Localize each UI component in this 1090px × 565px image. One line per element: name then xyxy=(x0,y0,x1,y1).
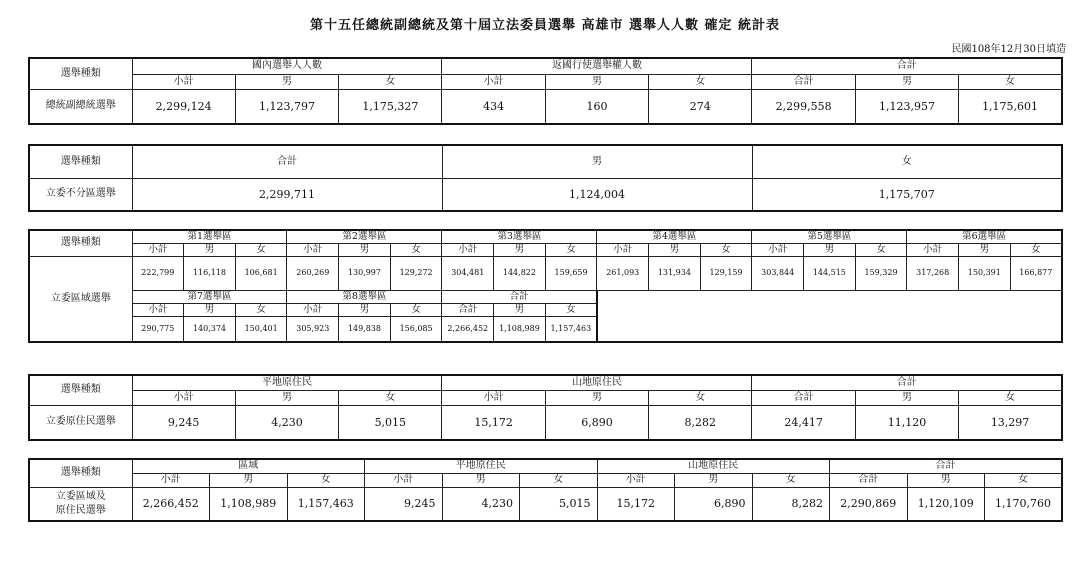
col-total: 合計 xyxy=(752,74,855,89)
mountain-group-header: 山地原住民 xyxy=(597,459,830,473)
value-cell: 2,266,452 xyxy=(132,487,210,521)
type-header: 選舉種類 xyxy=(29,459,132,487)
col-female: 女 xyxy=(752,473,830,487)
domestic-group-header: 國內選舉人人數 xyxy=(132,58,442,74)
value-cell: 8,282 xyxy=(649,405,752,440)
value-cell: 159,329 xyxy=(855,256,907,290)
col-total: 合計 xyxy=(830,473,908,487)
value-cell: 1,108,989 xyxy=(494,316,546,342)
col-sub: 小計 xyxy=(132,74,235,89)
col-female: 女 xyxy=(855,243,907,256)
col-male: 男 xyxy=(235,74,338,89)
value-cell: 260,269 xyxy=(287,256,339,290)
empty-area xyxy=(597,290,1062,342)
value-cell: 106,681 xyxy=(235,256,287,290)
president-election-table xyxy=(28,57,1063,125)
col-female: 女 xyxy=(390,243,442,256)
value-cell: 2,299,124 xyxy=(132,89,235,124)
value-cell: 434 xyxy=(442,89,545,124)
total-group-header: 合計 xyxy=(752,375,1062,390)
col-male: 男 xyxy=(855,390,958,405)
value-cell: 274 xyxy=(649,89,752,124)
value-cell: 1,120,109 xyxy=(907,487,985,521)
row-label-line-2: 原住民選舉 xyxy=(55,504,106,516)
row-label xyxy=(29,487,132,521)
col-total: 合計 xyxy=(132,145,442,178)
col-sub: 小計 xyxy=(597,243,649,256)
col-female: 女 xyxy=(959,74,1062,89)
value-cell: 290,775 xyxy=(132,316,184,342)
fill-date: 民國108年12月30日填造 xyxy=(951,44,1066,55)
value-cell: 150,401 xyxy=(235,316,287,342)
value-cell: 15,172 xyxy=(442,405,545,440)
value-cell: 305,923 xyxy=(287,316,339,342)
col-male: 男 xyxy=(339,243,391,256)
col-sub: 小計 xyxy=(132,243,184,256)
type-header: 選舉種類 xyxy=(29,58,132,89)
col-female: 女 xyxy=(649,74,752,89)
value-cell: 222,799 xyxy=(132,256,184,290)
district-indigenous-table xyxy=(28,458,1063,522)
col-female: 女 xyxy=(752,145,1062,178)
value-cell: 8,282 xyxy=(752,487,830,521)
value-cell: 2,299,558 xyxy=(752,89,855,124)
col-female: 女 xyxy=(959,390,1062,405)
value-cell: 2,290,869 xyxy=(830,487,908,521)
abroad-group-header: 返國行使選舉權人數 xyxy=(442,58,752,74)
value-cell: 317,268 xyxy=(907,256,959,290)
col-male: 男 xyxy=(339,303,391,316)
value-cell: 1,175,327 xyxy=(339,89,442,124)
value-cell: 261,093 xyxy=(597,256,649,290)
col-sub: 小計 xyxy=(132,303,184,316)
value-cell: 1,157,463 xyxy=(287,487,365,521)
value-cell: 2,266,452 xyxy=(442,316,494,342)
district-2-header: 第2選舉區 xyxy=(287,230,442,243)
district-8-header: 第8選舉區 xyxy=(287,290,442,303)
col-female: 女 xyxy=(700,243,752,256)
row-label: 立委不分區選舉 xyxy=(29,178,132,211)
col-female: 女 xyxy=(985,473,1063,487)
value-cell: 1,175,707 xyxy=(752,178,1062,211)
row-label: 立委原住民選舉 xyxy=(29,405,132,440)
type-header: 選舉種類 xyxy=(29,230,132,256)
value-cell: 140,374 xyxy=(184,316,236,342)
col-sub: 小計 xyxy=(907,243,959,256)
value-cell: 304,481 xyxy=(442,256,494,290)
col-male: 男 xyxy=(675,473,753,487)
plain-group-header: 平地原住民 xyxy=(132,375,442,390)
col-male: 男 xyxy=(959,243,1011,256)
col-male: 男 xyxy=(235,390,338,405)
col-female: 女 xyxy=(287,473,365,487)
col-male: 男 xyxy=(184,303,236,316)
value-cell: 116,118 xyxy=(184,256,236,290)
value-cell: 1,123,957 xyxy=(855,89,958,124)
col-female: 女 xyxy=(339,390,442,405)
value-cell: 5,015 xyxy=(339,405,442,440)
col-total: 合計 xyxy=(752,390,855,405)
col-male: 男 xyxy=(210,473,288,487)
col-sub: 小計 xyxy=(442,74,545,89)
report-title: 第十五任總統副總統及第十屆立法委員選舉 高雄市 選舉人人數 確定 統計表 xyxy=(309,18,781,33)
col-female: 女 xyxy=(545,243,597,256)
party-list-election-table xyxy=(28,144,1063,212)
value-cell: 6,890 xyxy=(675,487,753,521)
value-cell: 2,299,711 xyxy=(132,178,442,211)
col-female: 女 xyxy=(1010,243,1062,256)
value-cell: 160 xyxy=(545,89,648,124)
type-header: 選舉種類 xyxy=(29,145,132,178)
col-total: 合計 xyxy=(442,303,494,316)
plain-group-header: 平地原住民 xyxy=(365,459,598,473)
value-cell: 156,085 xyxy=(390,316,442,342)
district-4-header: 第4選舉區 xyxy=(597,230,752,243)
col-female: 女 xyxy=(235,243,287,256)
value-cell: 166,877 xyxy=(1010,256,1062,290)
district-5-header: 第5選舉區 xyxy=(752,230,907,243)
col-female: 女 xyxy=(520,473,598,487)
value-cell: 149,838 xyxy=(339,316,391,342)
value-cell: 4,230 xyxy=(442,487,520,521)
col-female: 女 xyxy=(545,303,597,316)
col-male: 男 xyxy=(545,390,648,405)
col-female: 女 xyxy=(390,303,442,316)
value-cell: 129,272 xyxy=(390,256,442,290)
col-male: 男 xyxy=(442,473,520,487)
value-cell: 9,245 xyxy=(365,487,443,521)
value-cell: 11,120 xyxy=(855,405,958,440)
district-6-header: 第6選舉區 xyxy=(907,230,1062,243)
col-sub: 小計 xyxy=(132,390,235,405)
col-male: 男 xyxy=(184,243,236,256)
value-cell: 130,997 xyxy=(339,256,391,290)
value-cell: 24,417 xyxy=(752,405,855,440)
total-group-header: 合計 xyxy=(752,58,1062,74)
value-cell: 150,391 xyxy=(959,256,1011,290)
value-cell: 6,890 xyxy=(545,405,648,440)
type-header: 選舉種類 xyxy=(29,375,132,405)
col-sub: 小計 xyxy=(752,243,804,256)
value-cell: 1,157,463 xyxy=(545,316,597,342)
indigenous-election-table xyxy=(28,374,1063,441)
value-cell: 144,515 xyxy=(804,256,856,290)
value-cell: 13,297 xyxy=(959,405,1062,440)
row-label-line-1: 立委區域及 xyxy=(55,491,106,503)
value-cell: 5,015 xyxy=(520,487,598,521)
value-cell: 1,124,004 xyxy=(442,178,752,211)
district-3-header: 第3選舉區 xyxy=(442,230,597,243)
value-cell: 144,822 xyxy=(494,256,546,290)
col-male: 男 xyxy=(907,473,985,487)
col-sub: 小計 xyxy=(287,303,339,316)
mountain-group-header: 山地原住民 xyxy=(442,375,752,390)
total-group-header: 合計 xyxy=(830,459,1063,473)
value-cell: 1,170,760 xyxy=(985,487,1063,521)
col-female: 女 xyxy=(235,303,287,316)
row-label: 總統副總統選舉 xyxy=(29,89,132,124)
col-sub: 小計 xyxy=(132,473,210,487)
col-sub: 小計 xyxy=(597,473,675,487)
col-male: 男 xyxy=(855,74,958,89)
col-male: 男 xyxy=(442,145,752,178)
value-cell: 9,245 xyxy=(132,405,235,440)
col-sub: 小計 xyxy=(365,473,443,487)
value-cell: 1,123,797 xyxy=(235,89,338,124)
value-cell: 15,172 xyxy=(597,487,675,521)
col-sub: 小計 xyxy=(442,390,545,405)
col-male: 男 xyxy=(804,243,856,256)
value-cell: 303,844 xyxy=(752,256,804,290)
district-election-table xyxy=(28,229,1063,343)
col-male: 男 xyxy=(494,243,546,256)
value-cell: 1,175,601 xyxy=(959,89,1062,124)
row-label: 立委區域選舉 xyxy=(29,256,132,342)
district-7-header: 第7選舉區 xyxy=(132,290,287,303)
col-female: 女 xyxy=(339,74,442,89)
col-male: 男 xyxy=(545,74,648,89)
value-cell: 1,108,989 xyxy=(210,487,288,521)
district-1-header: 第1選舉區 xyxy=(132,230,287,243)
district-total-header: 合計 xyxy=(442,290,597,303)
value-cell: 131,934 xyxy=(649,256,701,290)
col-sub: 小計 xyxy=(287,243,339,256)
value-cell: 4,230 xyxy=(235,405,338,440)
col-male: 男 xyxy=(649,243,701,256)
col-sub: 小計 xyxy=(442,243,494,256)
value-cell: 129,159 xyxy=(700,256,752,290)
value-cell: 159,659 xyxy=(545,256,597,290)
region-group-header: 區域 xyxy=(132,459,365,473)
col-female: 女 xyxy=(649,390,752,405)
col-male: 男 xyxy=(494,303,546,316)
